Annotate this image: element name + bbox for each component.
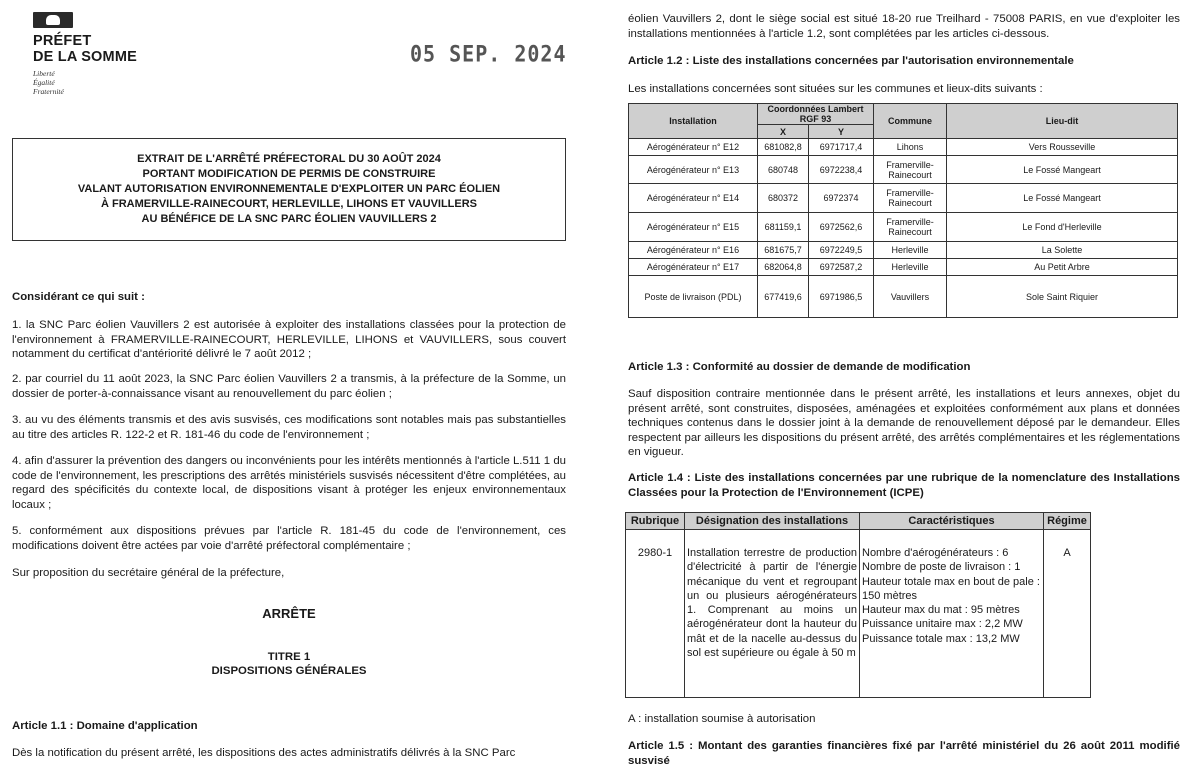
article-1-2-text: Les installations concernées sont situées sur les communes et lieux-dits suivants : xyxy=(628,83,1043,95)
motto-liberte: Liberté xyxy=(33,69,55,78)
table-row xyxy=(629,184,1178,213)
installations-location-table xyxy=(628,103,1178,318)
titre-heading: DISPOSITIONS GÉNÉRALES xyxy=(211,665,367,677)
decree-title-box xyxy=(12,138,566,241)
col-commune: Commune xyxy=(874,104,947,139)
republic-motto xyxy=(33,69,64,96)
title-line-2: PORTANT MODIFICATION DE PERMIS DE CONSTRUIRE xyxy=(142,168,436,180)
considerant-heading: Considérant ce qui suit : xyxy=(12,291,145,303)
article-1-5-heading: Article 1.5 : Montant des garanties financières fixé par l'arrêté ministériel du 26 août 2011 modifié susvisé xyxy=(628,740,1180,767)
caracteristique-item: Hauteur totale max en bout de pale : 150 mètres xyxy=(862,575,1040,602)
table-row xyxy=(629,213,1178,242)
cell-lieu-dit: Le Fossé Mangeart xyxy=(947,184,1178,213)
col-lieu-dit: Lieu-dit xyxy=(947,104,1178,139)
cell-x: 681159,1 xyxy=(758,213,809,242)
cell-y: 6972587,2 xyxy=(809,259,874,276)
cell-lieu-dit: Le Fossé Mangeart xyxy=(947,156,1178,184)
cell-installation: Aérogénérateur n° E13 xyxy=(629,156,758,184)
considerant-item-5: 5. conformément aux dispositions prévues par l'article R. 181-45 du code de l'environnement, ces modifications doivent être actées par voie d'arrêté préfectoral complémentaire ; xyxy=(12,525,566,552)
cell-y: 6972562,6 xyxy=(809,213,874,242)
article-1-3-text: Sauf disposition contraire mentionnée dans le présent arrêté, les installations et leurs annexes, objet du présent arrêté, sont construites, disposées, aménagées et exploitées conformément aux plans et données techniques contenus dans le dossier joint à la demande de renouvellement déposé par le demandeur. Elles respectent par ailleurs les dispositions du présent arrêté, des arrêtés complémentaires et les réglementations en vigueur. xyxy=(628,388,1180,458)
article-1-3-heading: Article 1.3 : Conformité au dossier de demande de modification xyxy=(628,361,971,373)
cell-x: 680748 xyxy=(758,156,809,184)
considerant-item-3: 3. au vu des éléments transmis et des avis susvisés, ces modifications sont notables mais pas substantielles au titre des articles R. 122-2 et R. 181-46 du code de l'environnement ; xyxy=(12,414,566,441)
title-line-4: À FRAMERVILLE-RAINECOURT, HERLEVILLE, LIHONS ET VAUVILLERS xyxy=(100,198,478,210)
prefet-line-2: DE LA SOMME xyxy=(33,49,137,65)
title-line-3: VALANT AUTORISATION ENVIRONNEMENTALE D'EXPLOITER UN PARC ÉOLIEN xyxy=(77,183,501,195)
cell-y: 6971986,5 xyxy=(809,276,874,318)
motto-egalite: Égalité xyxy=(33,78,55,87)
considerant-item-4: 4. afin d'assurer la prévention des dangers ou inconvénients pour les intérêts mentionnés à l'article L.511 1 du code de l'environnement, les prescriptions des arrêtés ministériels susvisés nécessitent d'être complétées, au regard des spécificités du contexte local, de dispositions visant à protéger les enjeux environnementaux locaux ; xyxy=(12,455,566,511)
prefet-line-1: PRÉFET xyxy=(33,33,92,49)
article-1-4-heading: Article 1.4 : Liste des installations concernées par une rubrique de la nomenclature des Installations Classées pour la Protection de l'Environnement (ICPE) xyxy=(628,472,1180,499)
col-y: Y xyxy=(809,125,874,139)
cell-regime: A xyxy=(1044,530,1091,698)
cell-lieu-dit: Sole Saint Riquier xyxy=(947,276,1178,318)
cell-commune: Framerville-Rainecourt xyxy=(874,184,947,213)
cell-commune: Framerville-Rainecourt xyxy=(874,156,947,184)
cell-commune: Framerville-Rainecourt xyxy=(874,213,947,242)
caracteristique-item: Hauteur max du mat : 95 mètres xyxy=(862,604,1020,617)
col-coordinates: Coordonnées Lambert RGF 93 xyxy=(758,104,874,125)
cell-x: 681675,7 xyxy=(758,242,809,259)
cell-designation: Installation terrestre de production d'électricité à partir de l'énergie mécanique du vent et regroupant un ou plusieurs aérogénérateurs 1. Comprenant au moins un aérogénérateur dont la hauteur du mât et de la nacelle au-dessus du sol est supérieure ou égale à 50 m xyxy=(685,530,860,698)
table-row xyxy=(626,530,1091,698)
cell-installation: Aérogénérateur n° E16 xyxy=(629,242,758,259)
proposition-line: Sur proposition du secrétaire général de la préfecture, xyxy=(12,567,285,579)
caracteristique-item: Nombre de poste de livraison : 1 xyxy=(862,561,1021,574)
cell-lieu-dit: La Solette xyxy=(947,242,1178,259)
prefecture-name xyxy=(33,33,137,65)
cell-installation: Aérogénérateur n° E14 xyxy=(629,184,758,213)
cell-commune: Vauvillers xyxy=(874,276,947,318)
cell-commune: Herleville xyxy=(874,259,947,276)
caracteristique-item: Nombre d'aérogénérateurs : 6 xyxy=(862,547,1009,559)
title-line-1: EXTRAIT DE L'ARRÊTÉ PRÉFECTORAL DU 30 AOÛT 2024 xyxy=(137,153,441,165)
date-stamp: 05 SEP. 2024 xyxy=(410,40,567,68)
cell-y: 6971717,4 xyxy=(809,139,874,156)
caracteristique-item: Puissance unitaire max : 2,2 MW xyxy=(862,618,1023,631)
cell-y: 6972374 xyxy=(809,184,874,213)
cell-x: 681082,8 xyxy=(758,139,809,156)
considerant-item-1: 1. la SNC Parc éolien Vauvillers 2 est autorisée à exploiter des installations classées pour la protection de l'environnement à FRAMERVILLE-RAINECOURT, HERLEVILLE, LIHONS et VAUVILLERS, sous couvert notamment du certificat d'antériorité délivré le 7 août 2012 ; xyxy=(12,319,566,360)
icpe-nomenclature-table xyxy=(625,512,1091,698)
article-1-1-text: Dès la notification du présent arrêté, les dispositions des actes administratifs délivrés à la SNC Parc xyxy=(12,747,516,759)
cell-rubrique: 2980-1 xyxy=(626,530,685,698)
article-1-1-heading: Article 1.1 : Domaine d'application xyxy=(12,720,198,732)
col-caracteristiques: Caractéristiques xyxy=(860,513,1044,530)
table-row xyxy=(629,259,1178,276)
col-regime: Régime xyxy=(1044,513,1091,530)
regime-legend: A : installation soumise à autorisation xyxy=(628,713,816,725)
cell-lieu-dit: Le Fond d'Herleville xyxy=(947,213,1178,242)
cell-installation: Aérogénérateur n° E17 xyxy=(629,259,758,276)
caracteristique-item: Puissance totale max : 13,2 MW xyxy=(862,632,1020,645)
col-installation: Installation xyxy=(629,104,758,139)
table-row xyxy=(629,156,1178,184)
table-row xyxy=(629,276,1178,318)
cell-installation: Aérogénérateur n° E15 xyxy=(629,213,758,242)
title-line-5: AU BÉNÉFICE DE LA SNC PARC ÉOLIEN VAUVILLERS 2 xyxy=(141,213,437,225)
table-row xyxy=(629,139,1178,156)
titre-number: TITRE 1 xyxy=(267,651,311,663)
cell-lieu-dit: Vers Rousseville xyxy=(947,139,1178,156)
cell-x: 677419,6 xyxy=(758,276,809,318)
col-x: X xyxy=(758,125,809,139)
article-1-2-heading: Article 1.2 : Liste des installations concernées par l'autorisation environnementale xyxy=(628,55,1074,67)
motto-fraternite: Fraternité xyxy=(33,87,64,96)
col-designation: Désignation des installations xyxy=(685,513,860,530)
cell-y: 6972249,5 xyxy=(809,242,874,259)
cell-commune: Herleville xyxy=(874,242,947,259)
arrete-heading: ARRÊTE xyxy=(262,606,316,621)
cell-caracteristiques xyxy=(860,530,1044,698)
marianne-logo xyxy=(33,12,73,28)
table-row xyxy=(629,242,1178,259)
col-rubrique: Rubrique xyxy=(626,513,685,530)
cell-y: 6972238,4 xyxy=(809,156,874,184)
considerant-item-2: 2. par courriel du 11 août 2023, la SNC Parc éolien Vauvillers 2 a transmis, à la préfecture de la Somme, un dossier de porter-à-connaissance visant au renouvellement du parc éolien ; xyxy=(12,373,566,400)
continued-text: éolien Vauvillers 2, dont le siège social est situé 18-20 rue Treilhard - 75008 PARIS, en vue d'exploiter les installations mentionnées à l'article 1.2, sont complétées par les articles ci-dessous. xyxy=(628,13,1180,40)
cell-commune: Lihons xyxy=(874,139,947,156)
cell-installation: Poste de livraison (PDL) xyxy=(629,276,758,318)
cell-x: 682064,8 xyxy=(758,259,809,276)
cell-lieu-dit: Au Petit Arbre xyxy=(947,259,1178,276)
cell-x: 680372 xyxy=(758,184,809,213)
cell-installation: Aérogénérateur n° E12 xyxy=(629,139,758,156)
